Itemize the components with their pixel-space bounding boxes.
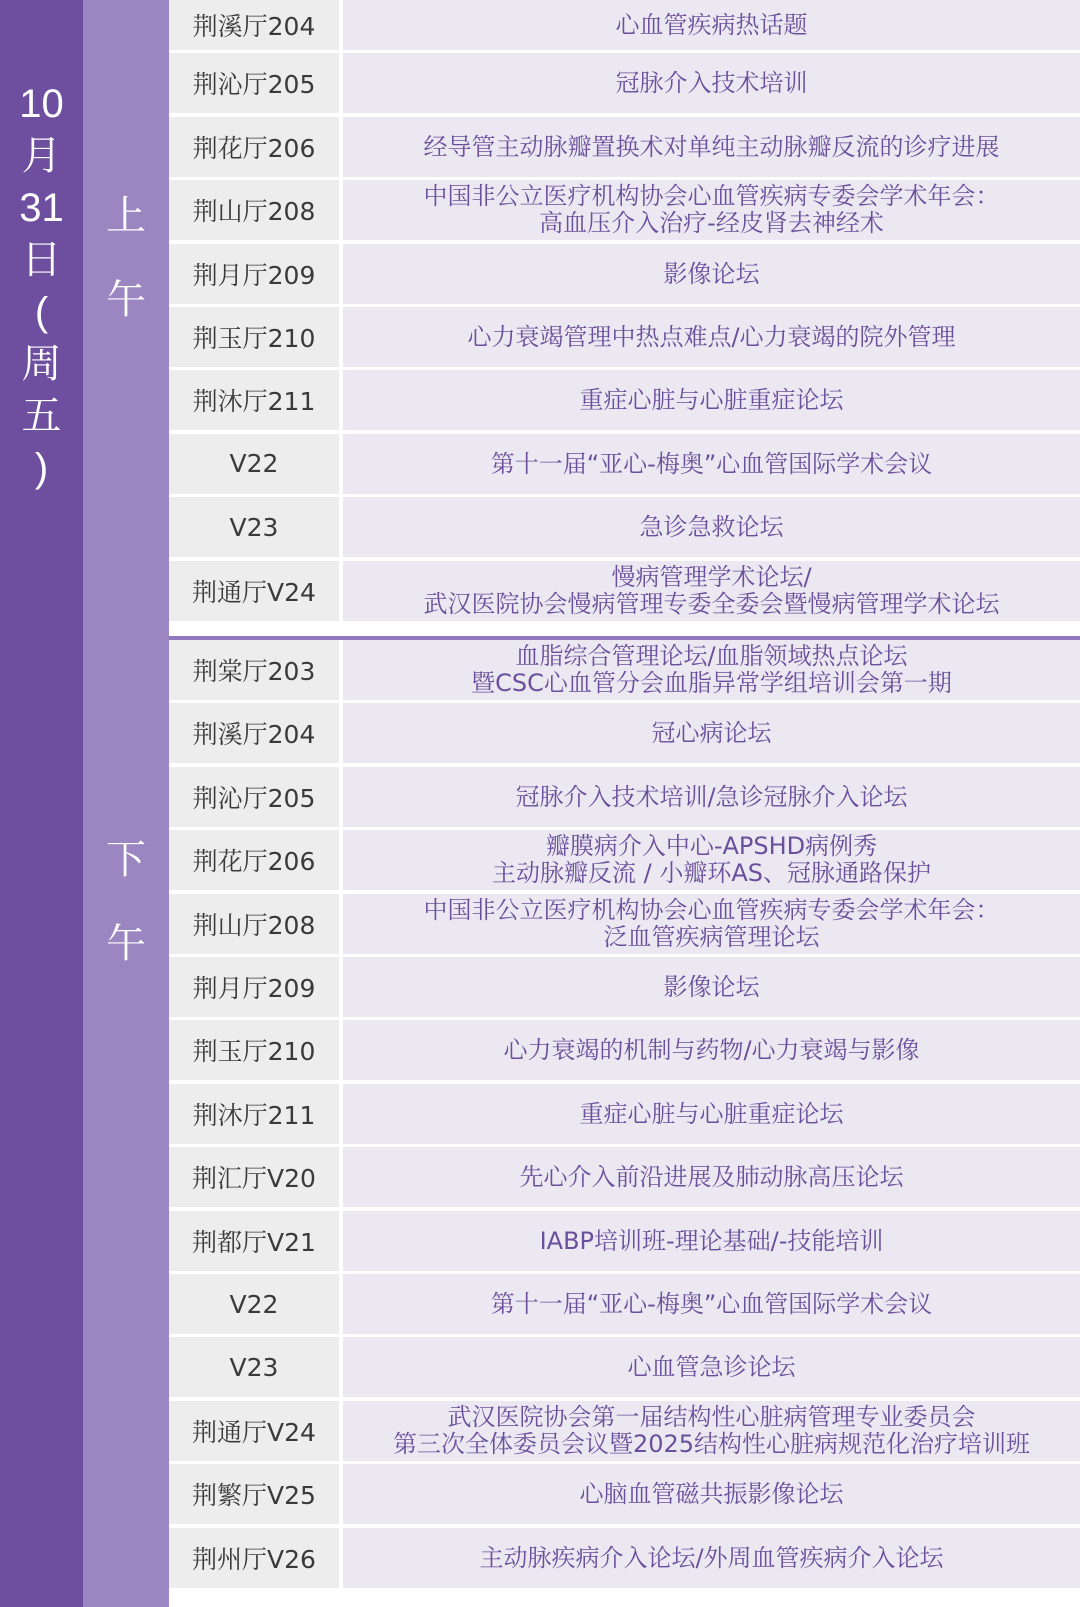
period-column bbox=[83, 0, 169, 1607]
schedule-row bbox=[169, 53, 1080, 113]
date-char: 周 bbox=[21, 342, 62, 386]
schedule-row bbox=[169, 180, 1080, 240]
hall-name: 荆都厅V21 bbox=[169, 1211, 339, 1271]
schedule-row bbox=[169, 497, 1080, 557]
hall-name: V22 bbox=[169, 434, 339, 494]
session-title: 心脑血管磁共振影像论坛 bbox=[343, 1464, 1080, 1524]
schedule-table bbox=[169, 0, 1080, 1607]
hall-name: 荆玉厅210 bbox=[169, 1020, 339, 1080]
session-title: 武汉医院协会第一届结构性心脏病管理专业委员会 第三次全体委员会议暨2025结构性心脏病规范化治疗培训班 bbox=[343, 1401, 1080, 1461]
afternoon-label-char: 下 bbox=[106, 837, 146, 883]
session-title: 冠脉介入技术培训 bbox=[343, 53, 1080, 113]
hall-name: 荆通厅V24 bbox=[169, 1401, 339, 1461]
morning-label-char: 午 bbox=[106, 277, 146, 323]
hall-name: 荆汇厅V20 bbox=[169, 1147, 339, 1207]
date-char: 月 bbox=[21, 134, 62, 178]
date-char: 10 bbox=[19, 82, 64, 126]
schedule-row bbox=[169, 957, 1080, 1017]
hall-name: 荆棠厅203 bbox=[169, 640, 339, 700]
schedule-row bbox=[169, 1211, 1080, 1271]
session-title: 冠心病论坛 bbox=[343, 703, 1080, 763]
schedule-row bbox=[169, 434, 1080, 494]
date-column bbox=[0, 0, 83, 1607]
hall-name: 荆沁厅205 bbox=[169, 53, 339, 113]
hall-name: 荆州厅V26 bbox=[169, 1528, 339, 1588]
schedule-row bbox=[169, 1337, 1080, 1397]
hall-name: 荆山厅208 bbox=[169, 180, 339, 240]
hall-name: 荆花厅206 bbox=[169, 117, 339, 177]
schedule-row bbox=[169, 117, 1080, 177]
hall-name: 荆月厅209 bbox=[169, 244, 339, 304]
session-title: 心力衰竭的机制与药物/心力衰竭与影像 bbox=[343, 1020, 1080, 1080]
hall-name: 荆山厅208 bbox=[169, 894, 339, 954]
hall-name: 荆通厅V24 bbox=[169, 561, 339, 621]
hall-name: 荆花厅206 bbox=[169, 830, 339, 890]
hall-name: 荆玉厅210 bbox=[169, 307, 339, 367]
schedule-row bbox=[169, 1147, 1080, 1207]
date-char: 日 bbox=[21, 238, 62, 282]
schedule-row bbox=[169, 0, 1080, 50]
date-char: ( bbox=[34, 290, 49, 334]
schedule-row bbox=[169, 1020, 1080, 1080]
session-title: 影像论坛 bbox=[343, 957, 1080, 1017]
session-title: 心血管急诊论坛 bbox=[343, 1337, 1080, 1397]
date-char: 31 bbox=[19, 186, 64, 230]
hall-name: 荆月厅209 bbox=[169, 957, 339, 1017]
hall-name: 荆沐厅211 bbox=[169, 1084, 339, 1144]
session-title: 中国非公立医疗机构协会心血管疾病专委会学术年会： 泛血管疾病管理论坛 bbox=[343, 894, 1080, 954]
session-title: 第十一届“亚心-梅奥”心血管国际学术会议 bbox=[343, 434, 1080, 494]
session-title: 冠脉介入技术培训/急诊冠脉介入论坛 bbox=[343, 767, 1080, 827]
session-title: 心血管疾病热话题 bbox=[343, 0, 1080, 50]
morning-label-char: 上 bbox=[106, 193, 146, 239]
schedule-row bbox=[169, 1084, 1080, 1144]
schedule-row bbox=[169, 1464, 1080, 1524]
schedule-row bbox=[169, 894, 1080, 954]
schedule-row bbox=[169, 307, 1080, 367]
hall-name: V23 bbox=[169, 497, 339, 557]
schedule-row bbox=[169, 1528, 1080, 1588]
afternoon-label-char: 午 bbox=[106, 921, 146, 967]
session-title: 重症心脏与心脏重症论坛 bbox=[343, 370, 1080, 430]
date-char: 五 bbox=[21, 394, 62, 438]
session-title: 经导管主动脉瓣置换术对单纯主动脉瓣反流的诊疗进展 bbox=[343, 117, 1080, 177]
date-label bbox=[0, 78, 83, 494]
schedule-row bbox=[169, 767, 1080, 827]
hall-name: V22 bbox=[169, 1274, 339, 1334]
hall-name: 荆溪厅204 bbox=[169, 703, 339, 763]
session-title: IABP培训班-理论基础/-技能培训 bbox=[343, 1211, 1080, 1271]
schedule-row bbox=[169, 1274, 1080, 1334]
hall-name: V23 bbox=[169, 1337, 339, 1397]
hall-name: 荆沁厅205 bbox=[169, 767, 339, 827]
session-title: 第十一届“亚心-梅奥”心血管国际学术会议 bbox=[343, 1274, 1080, 1334]
schedule-row bbox=[169, 1401, 1080, 1461]
session-title: 血脂综合管理论坛/血脂领域热点论坛 暨CSC心血管分会血脂异常学组培训会第一期 bbox=[343, 640, 1080, 700]
session-title: 急诊急救论坛 bbox=[343, 497, 1080, 557]
schedule-row bbox=[169, 703, 1080, 763]
schedule-row bbox=[169, 244, 1080, 304]
hall-name: 荆沐厅211 bbox=[169, 370, 339, 430]
hall-name: 荆溪厅204 bbox=[169, 0, 339, 50]
session-title: 中国非公立医疗机构协会心血管疾病专委会学术年会： 高血压介入治疗-经皮肾去神经术 bbox=[343, 180, 1080, 240]
schedule-row bbox=[169, 830, 1080, 890]
session-title: 重症心脏与心脏重症论坛 bbox=[343, 1084, 1080, 1144]
session-title: 心力衰竭管理中热点难点/心力衰竭的院外管理 bbox=[343, 307, 1080, 367]
morning-label bbox=[83, 174, 169, 342]
afternoon-label bbox=[83, 818, 169, 986]
session-title: 主动脉疾病介入论坛/外周血管疾病介入论坛 bbox=[343, 1528, 1080, 1588]
date-char: ) bbox=[34, 446, 49, 490]
session-title: 慢病管理学术论坛/ 武汉医院协会慢病管理专委全委会暨慢病管理学术论坛 bbox=[343, 561, 1080, 621]
hall-name: 荆繁厅V25 bbox=[169, 1464, 339, 1524]
schedule-row bbox=[169, 561, 1080, 621]
schedule-row bbox=[169, 640, 1080, 700]
schedule-row bbox=[169, 370, 1080, 430]
session-title: 先心介入前沿进展及肺动脉高压论坛 bbox=[343, 1147, 1080, 1207]
session-title: 影像论坛 bbox=[343, 244, 1080, 304]
session-title: 瓣膜病介入中心-APSHD病例秀 主动脉瓣反流 / 小瓣环AS、冠脉通路保护 bbox=[343, 830, 1080, 890]
